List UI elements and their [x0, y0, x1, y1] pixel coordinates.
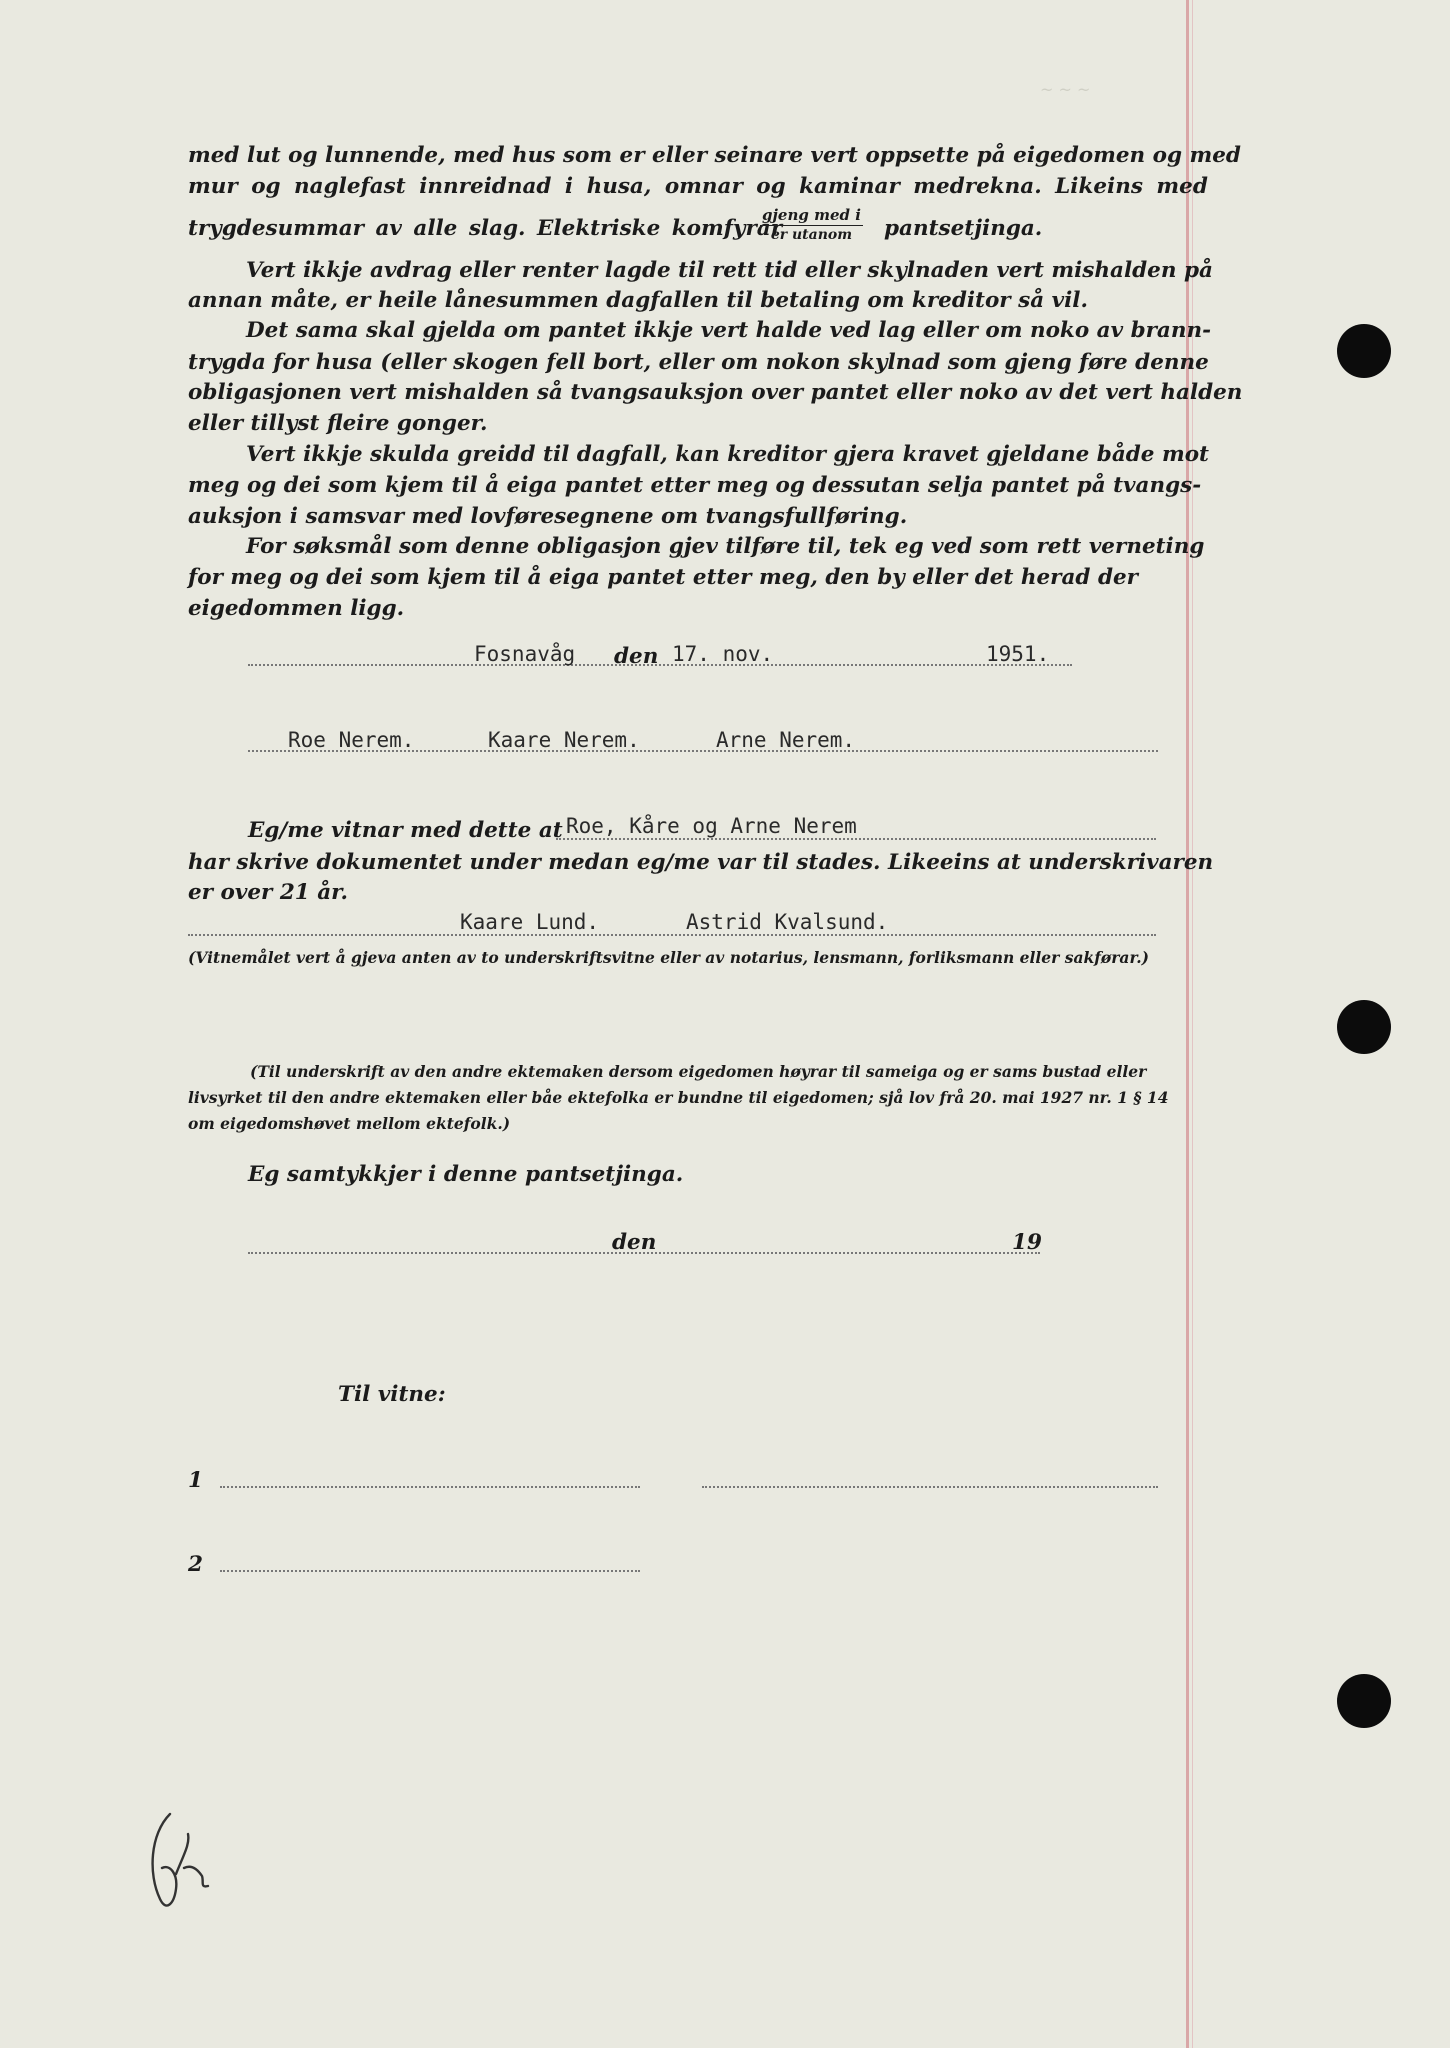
spouse-note-line: (Til underskrift av den andre ektemaken dersom eigedomen høyrar til sameiga og er sams bustad eller [250, 1062, 1147, 1081]
year-prefix: 19 [1012, 1230, 1042, 1255]
body-line: obligasjonen vert mishalden så tvangsauksjon over pantet eller noko av det vert halden [188, 380, 1243, 405]
body-line: med lut og lunnende, med hus som er eller seinare vert oppsette på eigedomen og med [188, 143, 1241, 168]
body-line: for meg og dei som kjem til å eiga pantet etter meg, den by eller det herad der [188, 565, 1138, 590]
body-line: Vert ikkje skulda greidd til dagfall, kan kreditor gjera kravet gjeldane både mot [246, 442, 1209, 467]
body-line: meg og dei som kjem til å eiga pantet etter meg og dessutan selja pantet på tvangs- [188, 473, 1202, 498]
witness-address-line-1 [702, 1486, 1158, 1488]
body-line: For søksmål som denne obligasjon gjev tilføre til, tek eg ved som rett verneting [246, 534, 1205, 559]
body-line: annan måte, er heile lånesummen dagfallen til betaling om kreditor så vil. [188, 288, 1088, 313]
signing-place: Fosnavåg [474, 642, 576, 666]
til-vitne-label: Til vitne: [338, 1382, 446, 1407]
body-line: Det sama skal gjelda om pantet ikkje vert halde ved lag eller om noko av brann- [246, 318, 1212, 343]
signer-name: Roe Nerem. [288, 728, 415, 752]
body-line: trygdesummar av alle slag. Elektriske komfyrar [188, 216, 783, 241]
body-line: trygda for husa (eller skogen fell bort, eller om nokon skylnad som gjeng føre denne [188, 350, 1209, 375]
witness-line: er over 21 år. [188, 880, 348, 905]
body-line: pantsetjinga. [884, 216, 1043, 241]
witness-note: (Vitnemålet vert å gjeva anten av to underskriftsvitne eller av notarius, lensmann, forliksmann eller sakførar.) [188, 948, 1149, 967]
spouse-note-line: livsyrket til den andre ektemaken eller båe ektefolka er bundne til eigedomen; sjå lov frå 20. mai 1927 nr. 1 § 14 [188, 1088, 1169, 1107]
witness-subject-names: Roe, Kåre og Arne Nerem [566, 814, 857, 838]
handwritten-initials [140, 1804, 220, 1924]
bleed-through-mark: ~ ~ ~ [1040, 80, 1091, 99]
signer-name: Kaare Nerem. [488, 728, 640, 752]
den-label: den [614, 644, 659, 669]
witness-line: har skrive dokumentet under medan eg/me var til stades. Likeeins at underskrivaren [188, 850, 1214, 875]
witness-number: 1 [188, 1468, 203, 1493]
spouse-note-line: om eigedomshøvet mellom ektefolk.) [188, 1114, 511, 1133]
punch-hole [1337, 1674, 1391, 1728]
witness-signature-line-2 [220, 1570, 640, 1572]
punch-hole [1337, 1000, 1391, 1054]
witness-names-dotted-line [556, 838, 1156, 840]
witness-signer-name: Astrid Kvalsund. [686, 910, 889, 934]
witness-line: Eg/me vitnar med dette at [248, 818, 563, 843]
date-dotted-line [248, 664, 1072, 666]
fraction-choice [760, 206, 863, 243]
consent-line: Eg samtykkjer i denne pantsetjinga. [248, 1162, 684, 1187]
witness-signature-line-1 [220, 1486, 640, 1488]
fraction-top: gjeng med i [762, 206, 861, 224]
body-line: eigedommen ligg. [188, 596, 405, 621]
witness-signer-name: Kaare Lund. [460, 910, 600, 934]
witness-number: 2 [188, 1552, 203, 1577]
signing-date: 17. nov. [672, 642, 774, 666]
body-line: mur og naglefast innreidnad i husa, omnar og kaminar medrekna. Likeins med [188, 174, 1208, 199]
margin-rule-inner [1192, 0, 1193, 2048]
den-label: den [612, 1230, 657, 1255]
margin-rule [1186, 0, 1189, 2048]
body-line: eller tillyst fleire gonger. [188, 411, 488, 436]
witness-signature-dotted-line [188, 934, 1156, 936]
signer-name: Arne Nerem. [716, 728, 856, 752]
fraction-bottom: er utanom [770, 227, 853, 243]
signing-year: 1951. [986, 642, 1050, 666]
body-line: Vert ikkje avdrag eller renter lagde til rett tid eller skylnaden vert mishalden på [246, 258, 1213, 283]
body-line: auksjon i samsvar med lovføresegnene om tvangsfullføring. [188, 504, 908, 529]
punch-hole [1337, 324, 1391, 378]
